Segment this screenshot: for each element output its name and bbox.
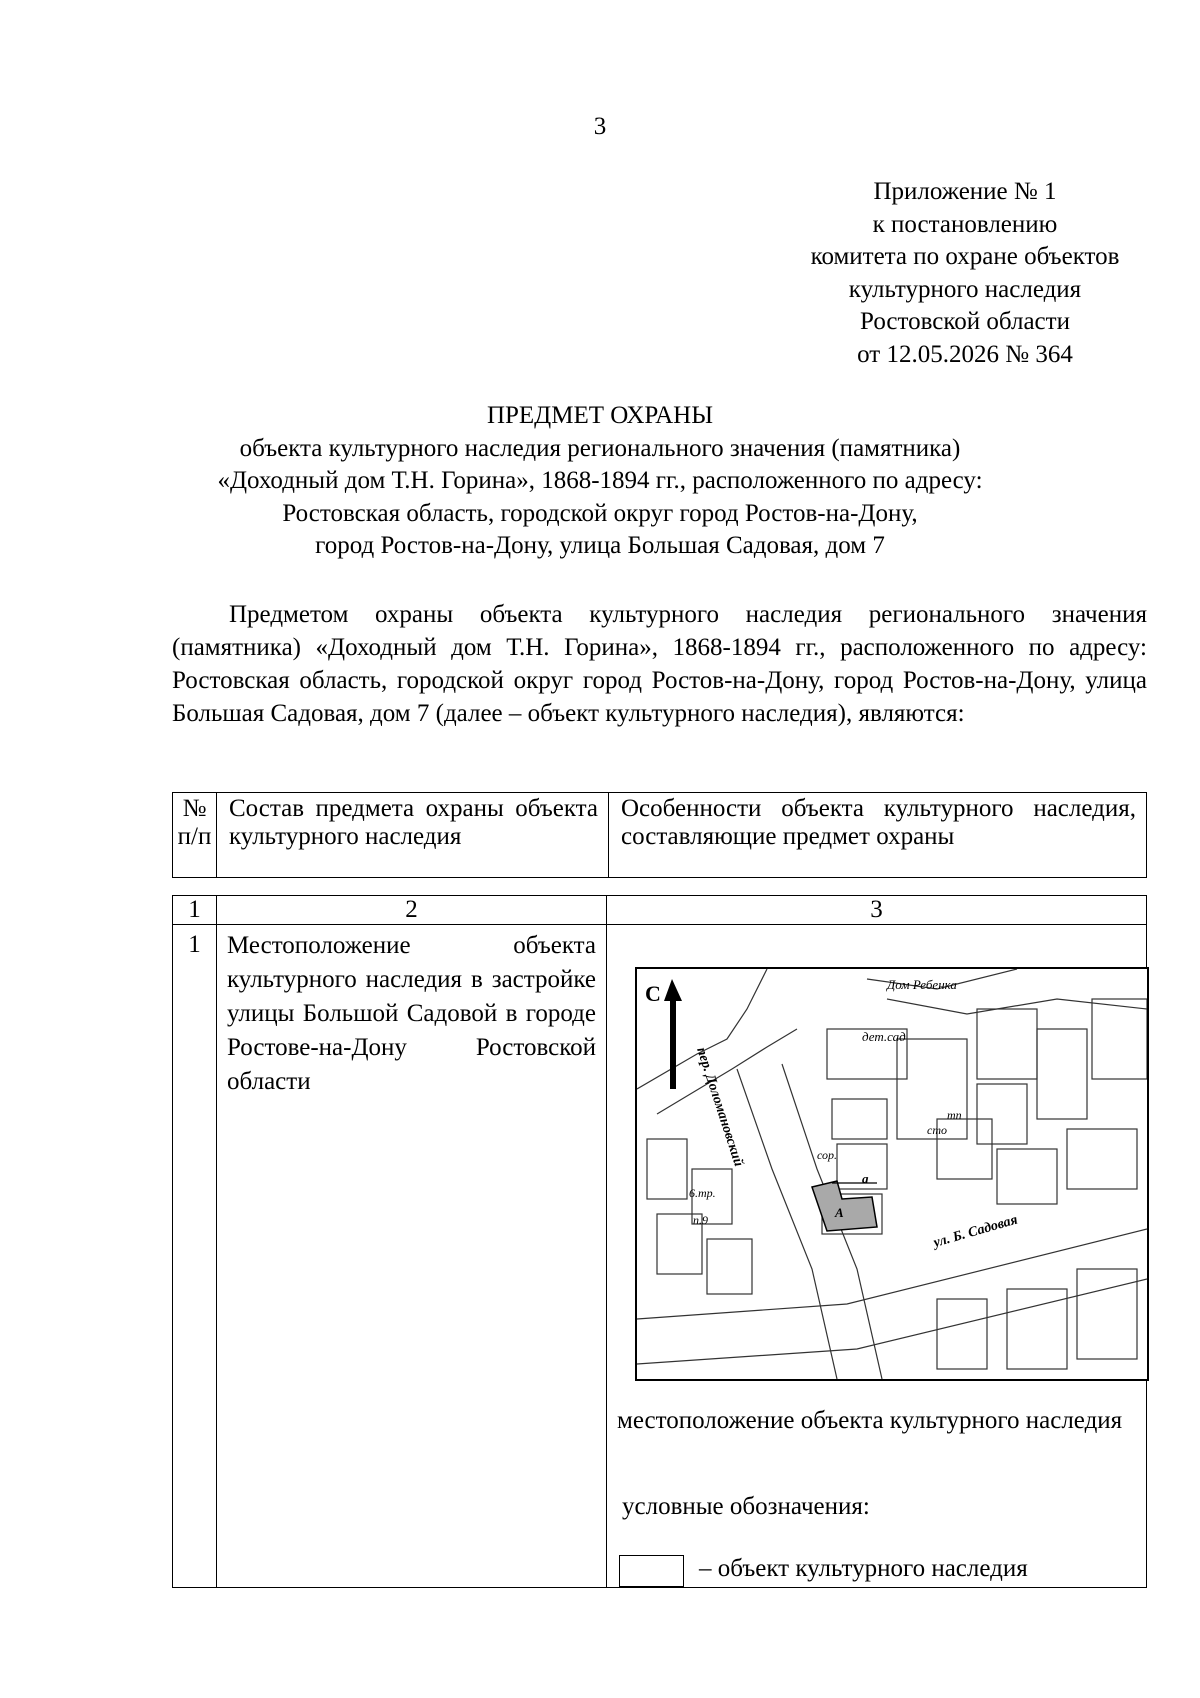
appendix-line: культурного наследия — [848, 275, 1082, 303]
appendix-line: Приложение № 1 — [873, 178, 1057, 205]
map-label: п.9 — [693, 1213, 708, 1227]
map-marker-label: а — [862, 1171, 869, 1186]
header-num: № п/п — [173, 793, 217, 878]
header-composition: Состав предмета охраны объекта культурного наследия — [217, 793, 609, 878]
legend-label: – объект культурного наследия — [699, 1555, 1028, 1582]
intro-paragraph — [172, 598, 1147, 730]
map-north-label: С — [645, 981, 661, 1006]
appendix-line: к постановлению — [872, 210, 1058, 238]
map-label: сор. — [817, 1148, 838, 1162]
north-arrow-icon — [664, 979, 682, 1089]
map-label: тп — [947, 1108, 962, 1122]
row-composition: Местоположение объекта культурного наследия в застройке улицы Большой Садовой в городе Ростове-на-Дону Ростовской области — [217, 925, 607, 1588]
intro-text: Предметом охраны объекта культурного наследия регионального значения (памятника) «Доходный дом Т.Н. Горина», 1868-1894 гг., расположенного по адресу: Ростовская область, городской округ город Ростов-на-Дону, город Ростов-на-Дону, улица Большая Садовая, дом 7 (далее – объект культурного наследия), являются: — [172, 601, 1147, 727]
table-row — [173, 925, 1147, 1588]
column-number: 2 — [217, 896, 607, 925]
map-street-label: ул. Б. Садовая — [931, 1212, 1020, 1251]
page-number: 3 — [593, 113, 607, 140]
main-table — [172, 895, 1147, 1588]
row-features — [607, 925, 1147, 1588]
column-number: 3 — [607, 896, 1147, 925]
map-building-label: дет.сад — [862, 1029, 906, 1044]
column-number: 1 — [173, 896, 217, 925]
map-label: 6.тр. — [689, 1186, 716, 1200]
title-line: «Доходный дом Т.Н. Горина», 1868-1894 гг., расположенного по адресу: — [217, 467, 983, 494]
appendix-line: комитета по охране объектов — [810, 243, 1120, 270]
location-map — [635, 967, 1149, 1381]
document-title — [100, 400, 1100, 563]
legend-title: условные обозначения: — [622, 1493, 870, 1520]
appendix-block — [730, 176, 1200, 371]
map-label: сто — [927, 1123, 947, 1137]
map-label: А — [835, 1205, 844, 1220]
appendix-line: от 12.05.2026 № 364 — [857, 340, 1073, 368]
legend-swatch — [619, 1555, 684, 1587]
row-number: 1 — [173, 925, 217, 1588]
title-line: Ростовская область, городской округ город Ростов-на-Дону, — [282, 499, 918, 527]
header-features: Особенности объекта культурного наследия, составляющие предмет охраны — [609, 793, 1147, 878]
map-building-label: Дом Ребенка — [887, 977, 957, 992]
appendix-line: Ростовской области — [860, 308, 1070, 335]
map-caption: местоположение объекта культурного наследия — [617, 1407, 1123, 1434]
title-heading: ПРЕДМЕТ ОХРАНЫ — [486, 402, 714, 429]
map-street-label: пер. Доломановский — [693, 1045, 746, 1169]
title-line: объекта культурного наследия регионального значения (памятника) — [239, 434, 961, 462]
title-line: город Ростов-на-Дону, улица Большая Садовая, дом 7 — [315, 532, 885, 559]
map-drawing — [637, 969, 1147, 1379]
header-table — [172, 792, 1147, 878]
